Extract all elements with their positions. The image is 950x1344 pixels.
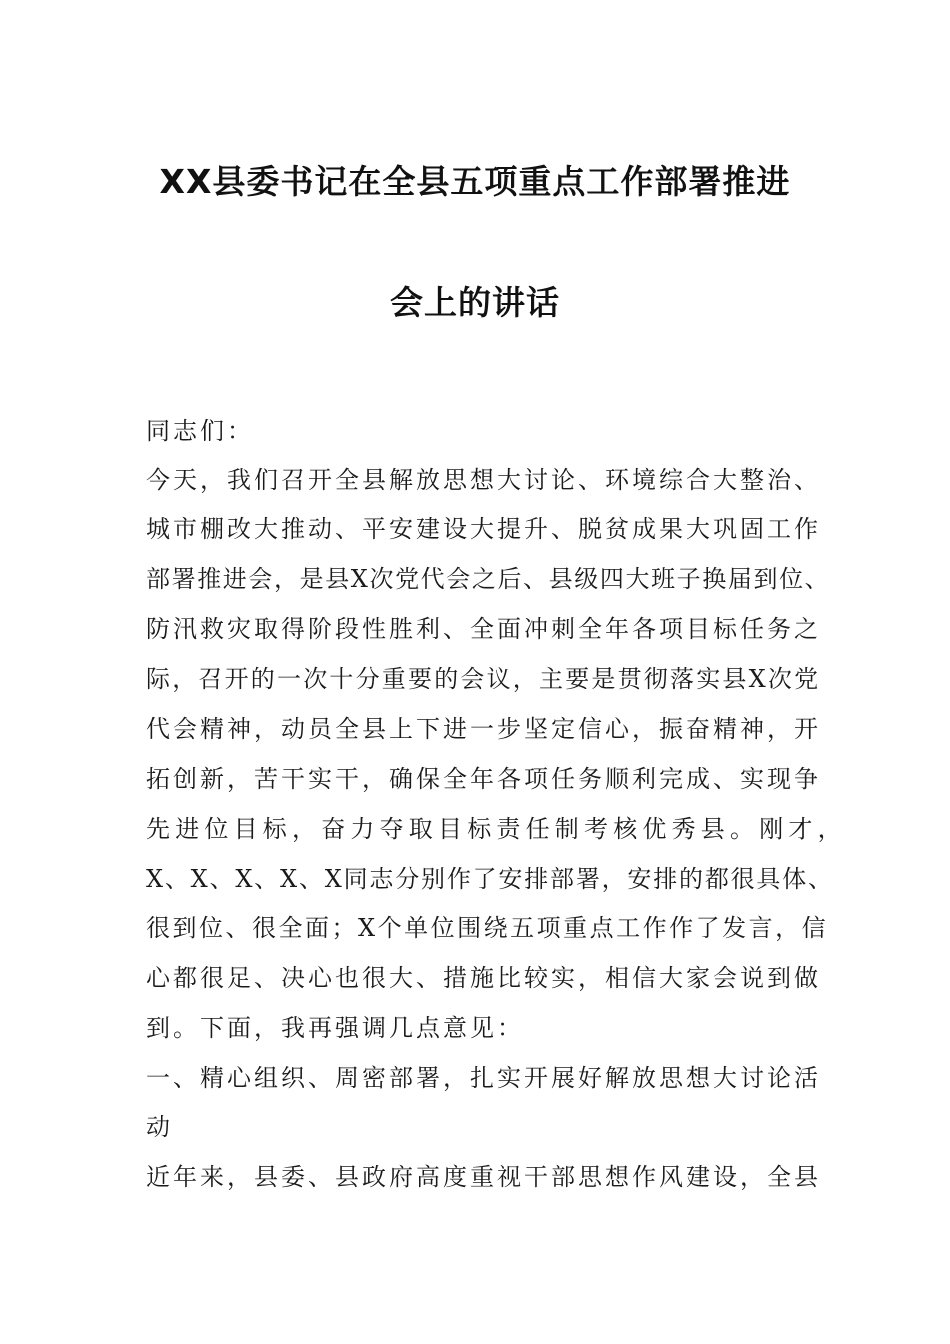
- section-heading-line: 一、精心组织、周密部署，扎实开展好解放思想大讨论活: [146, 1064, 821, 1092]
- body-line: 拓创新，苦干实干，确保全年各项任务顺利完成、实现争: [146, 765, 821, 793]
- body-line: 城市棚改大推动、平安建设大提升、脱贫成果大巩固工作: [146, 515, 821, 543]
- body-line: 心都很足、决心也很大、措施比较实，相信大家会说到做: [146, 964, 821, 992]
- body-line: 近年来，县委、县政府高度重视干部思想作风建设，全县: [146, 1163, 821, 1191]
- section-heading-line: 动: [146, 1113, 173, 1141]
- body-line: 今天，我们召开全县解放思想大讨论、环境综合大整治、: [146, 466, 821, 494]
- document-title-line-2: 会上的讲话: [390, 283, 560, 322]
- body-line: 代会精神，动员全县上下进一步坚定信心，振奋精神，开: [146, 715, 821, 743]
- body-line: 先进位目标，奋力夺取目标责任制考核优秀县。刚才，: [146, 815, 847, 843]
- body-line: 际，召开的一次十分重要的会议，主要是贯彻落实县X次党: [146, 665, 821, 693]
- body-line: 部署推进会，是县X次党代会之后、县级四大班子换届到位、: [146, 565, 831, 593]
- body-line: 很到位、很全面；X个单位围绕五项重点工作作了发言，信: [146, 914, 829, 942]
- body-line: 到。下面，我再强调几点意见：: [146, 1014, 524, 1042]
- document-title-line-1: XX县委书记在全县五项重点工作部署推进: [159, 162, 791, 201]
- salutation: 同志们：: [146, 417, 254, 445]
- body-line: X、X、X、X、X同志分别作了安排部署，安排的都很具体、: [146, 865, 834, 893]
- body-line: 防汛救灾取得阶段性胜利、全面冲刺全年各项目标任务之: [146, 615, 821, 643]
